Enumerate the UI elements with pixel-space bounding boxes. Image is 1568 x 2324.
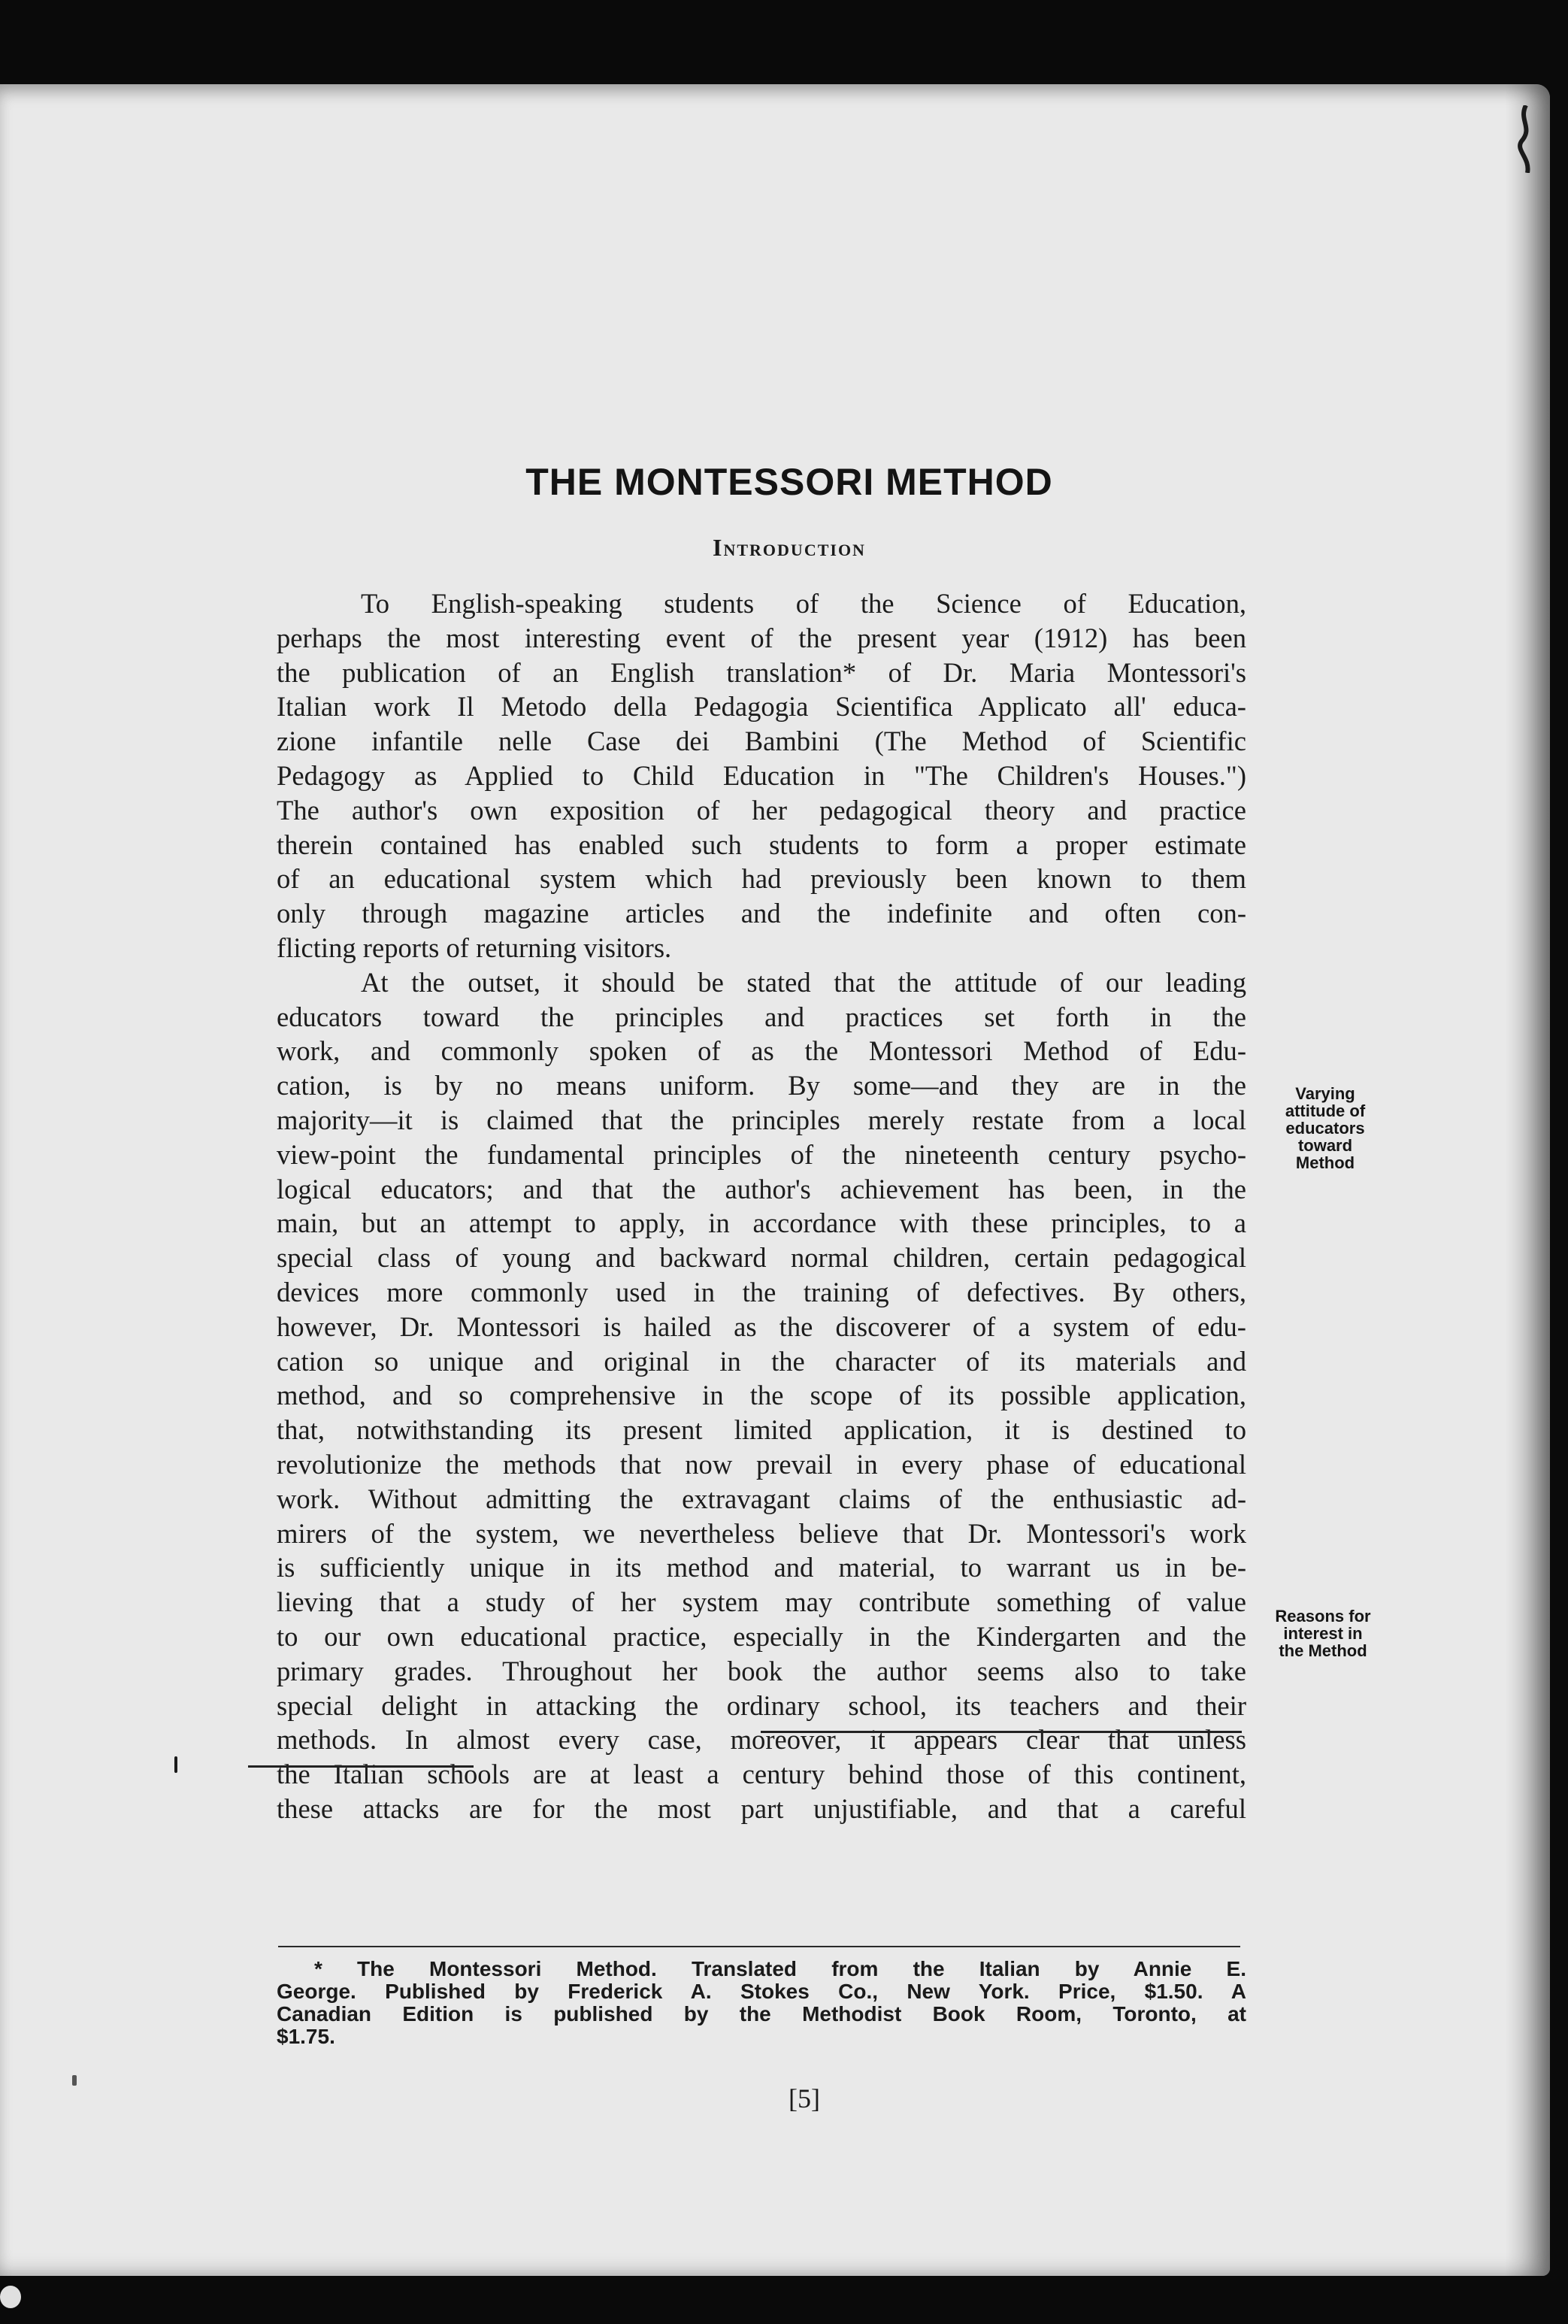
text-line: At the outset, it should be stated that the attitude of our leading <box>361 966 1246 998</box>
page-number: [5] <box>789 2083 820 2113</box>
section-heading: Introduction <box>713 534 866 561</box>
margin-note-line: interest in <box>1283 1624 1363 1643</box>
text-line: perhaps the most interesting event of the present year (1912) has been <box>277 622 1246 653</box>
text-line: special delight in attacking the ordinary school, its teachers and their <box>277 1689 1246 1721</box>
text-line: logical educators; and that the author's achievement has been, in the <box>277 1173 1246 1204</box>
text-line: work, and commonly spoken of as the Montessori Method of Edu- <box>277 1035 1246 1067</box>
text-line: work. Without admitting the extravagant claims of the enthusiastic ad- <box>277 1483 1246 1514</box>
scan-speck <box>0 2286 21 2308</box>
footnote-divider <box>278 1946 1240 1947</box>
text-line: these attacks are for the most part unjustifiable, and that a careful <box>277 1792 1246 1824</box>
text-line: is sufficiently unique in its method and material, to warrant us in be- <box>277 1552 1246 1583</box>
handwritten-underline <box>761 1731 1242 1733</box>
text-line: The author's own exposition of her pedagogical theory and practice <box>277 794 1246 826</box>
footnote-line: George. Published by Frederick A. Stokes Co., New York. Price, $1.50. A <box>277 1980 1246 2003</box>
text-line: the publication of an English translation* of Dr. Maria Montessori's <box>277 656 1246 688</box>
text-line: majority—it is claimed that the principles merely restate from a local <box>277 1104 1246 1135</box>
text-line: devices more commonly used in the training of defectives. By others, <box>277 1276 1246 1307</box>
text-line: view-point the fundamental principles of the nineteenth century psycho- <box>277 1138 1246 1170</box>
footnote <box>277 1958 1246 2048</box>
footnote-line: * The Montessori Method. Translated from the Italian by Annie E. <box>314 1957 1246 1980</box>
text-line: To English-speaking students of the Science of Education, <box>361 588 1246 619</box>
margin-note-line: attitude of <box>1285 1101 1366 1120</box>
text-line: only through magazine articles and the indefinite and often con- <box>277 898 1246 929</box>
text-line: cation so unique and original in the character of its materials and <box>277 1345 1246 1377</box>
text-line: Pedagogy as Applied to Child Education in "The Children's Houses.") <box>277 759 1246 791</box>
scan-speck <box>174 1756 177 1773</box>
handwritten-underline <box>248 1765 474 1768</box>
page-edge-shadow <box>1505 84 1550 2276</box>
text-line: revolutionize the methods that now prevail in every phase of educational <box>277 1448 1246 1480</box>
text-line: of an educational system which had previously been known to them <box>277 863 1246 895</box>
margin-note-varying-attitude <box>1254 1085 1397 1171</box>
text-line: special class of young and backward normal children, certain pedagogical <box>277 1242 1246 1274</box>
text-line: lieving that a study of her system may contribute something of value <box>277 1586 1246 1618</box>
footnote-line: $1.75. <box>277 2025 335 2048</box>
text-line: therein contained has enabled such students to form a proper estimate <box>277 829 1246 860</box>
text-line: primary grades. Throughout her book the author seems also to take <box>277 1655 1246 1686</box>
text-line: mirers of the system, we nevertheless believe that Dr. Montessori's work <box>277 1517 1246 1549</box>
page-title: THE MONTESSORI METHOD <box>525 461 1053 503</box>
margin-note-line: toward <box>1297 1136 1353 1155</box>
text-line: to our own educational practice, especially in the Kindergarten and the <box>277 1620 1246 1652</box>
body-text <box>277 586 1246 1826</box>
text-line: methods. In almost every case, moreover, it appears clear that unless <box>277 1724 1246 1756</box>
margin-note-line: educators <box>1285 1119 1365 1138</box>
text-line: that, notwithstanding its present limited application, it is destined to <box>277 1414 1246 1446</box>
margin-note-line: Method <box>1295 1153 1355 1172</box>
text-line: main, but an attempt to apply, in accordance with these principles, to a <box>277 1207 1246 1239</box>
paragraph-1 <box>277 586 1246 965</box>
text-line: educators toward the principles and practices set forth in the <box>277 1001 1246 1032</box>
text-line: method, and so comprehensive in the scope of its possible application, <box>277 1380 1246 1411</box>
footnote-line: Canadian Edition is published by the Methodist Book Room, Toronto, at <box>277 2002 1246 2026</box>
text-line: zione infantile nelle Case dei Bambini (The Method of Scientific <box>277 726 1246 757</box>
text-line: cation, is by no means uniform. By some—and they are in the <box>277 1070 1246 1101</box>
scan-speck <box>72 2075 77 2086</box>
margin-note-line: the Method <box>1279 1641 1367 1660</box>
margin-note-line: Reasons for <box>1275 1607 1371 1626</box>
text-line: Italian work Il Metodo della Pedagogia Scientifica Applicato all' educa- <box>277 691 1246 723</box>
margin-note-reasons-for-interest <box>1248 1607 1398 1659</box>
paragraph-2 <box>277 965 1246 1826</box>
torn-corner-mark <box>1511 105 1541 173</box>
text-line: flicting reports of returning visitors. <box>277 932 672 963</box>
text-line: however, Dr. Montessori is hailed as the discoverer of a system of edu- <box>277 1310 1246 1342</box>
text-line: the Italian schools are at least a century behind those of this continent, <box>277 1759 1246 1790</box>
margin-note-line: Varying <box>1295 1084 1355 1103</box>
